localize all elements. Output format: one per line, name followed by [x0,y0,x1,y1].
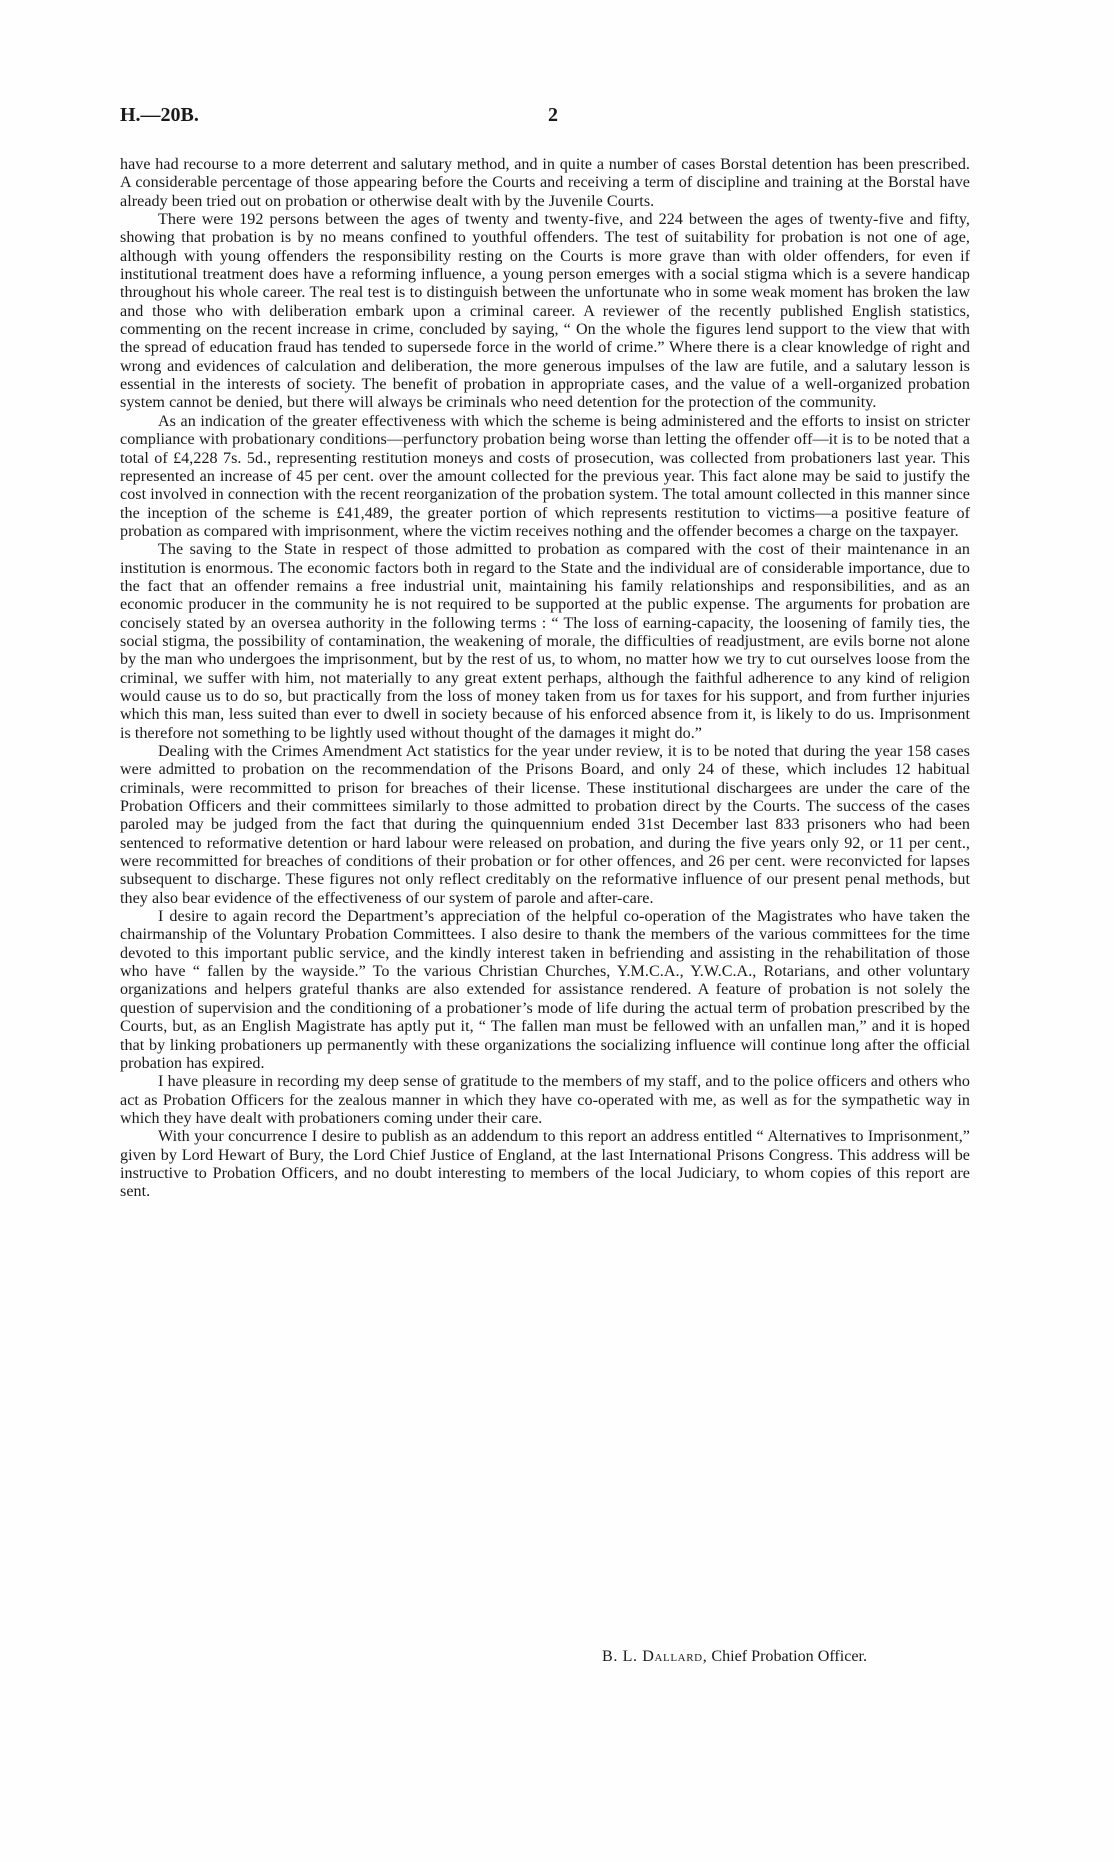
paragraph-addendum: With your concurrence I desire to publish as an addendum to this report an address entitled “ Alternatives to Imprisonment,” given by Lord Hewart of Bury, the Lord Chief Justice of England, at the last International Prisons Congress. This address will be instructive to Probation Officers, and no doubt interesting to members of the local Judiciary, to whom copies of this report are sent. [120,1128,970,1201]
paragraph-staff-gratitude: I have pleasure in recording my deep sense of gratitude to the members of my staff, and to the police officers and others who act as Probation Officers for the zealous manner in which they have co-operated with me, as well as for the sympathetic way in which they have dealt with probationers coming under their care. [120,1073,970,1127]
signature-block [602,1648,982,1666]
paragraph-crimes-amendment: Dealing with the Crimes Amendment Act statistics for the year under review, it is to be noted that during the year 158 cases were admitted to probation on the recommendation of the Prisons Board, and only 24 of these, which includes 12 habitual criminals, were recommitted to prison for breaches of their license. These institutional dischargees are under the care of the Probation Officers and their committees similarly to those admitted to probation direct by the Courts. The success of the cases paroled may be judged from the fact that during the quinquennium ended 31st December last 833 prisoners who had been sentenced to reformative detention or hard labour were released on probation, and during the five years only 92, or 11 per cent., were recommitted for breaches of conditions of their probation or for other offences, and 26 per cent. were reconvicted for lapses subsequent to discharge. These figures not only reflect creditably on the reformative influence of our present penal methods, but they also bear evidence of the effectiveness of our system of parole and after-care. [120,743,970,907]
signatory-title: Chief Probation Officer. [711,1648,868,1665]
report-body [120,156,970,1202]
paragraph-continued: have had recourse to a more deterrent and salutary method, and in quite a number of cases Borstal detention has been prescribed. A considerable percentage of those appearing before the Courts and receiving a term of discipline and training at the Borstal have already been tried out on probation or otherwise dealt with by the Juvenile Courts. [120,156,970,210]
signatory-name: B. L. Dallard, [602,1648,708,1665]
paragraph-state-saving: The saving to the State in respect of those admitted to probation as compared with the cost of their maintenance in an institution is enormous. The economic factors both in regard to the State and the individual are of considerable importance, due to the fact that an offender remains a free industrial unit, maintaining his family relationships and responsibilities, and as an economic producer in the community he is not required to be supported at the public expense. The arguments for probation are concisely stated by an oversea authority in the following terms : “ The loss of earning-capacity, the loosening of family ties, the social stigma, the possibility of contamination, the weakening of morale, the difficulties of readjustment, are evils borne not alone by the man who undergoes the imprisonment, but by the rest of us, to whom, no matter how we try to cut ourselves loose from the criminal, we suffer with him, not materially to any great extent perhaps, although the faithful adherence to any kind of religion would cause us to do so, but practically from the loss of money taken from us for taxes for his support, and from further injuries which this man, less suited than ever to dwell in society because of his enforced absence from it, is likely to do us. Imprisonment is therefore not something to be lightly used without thought of the damages it might do.” [120,541,970,742]
paragraph-restitution: As an indication of the greater effectiveness with which the scheme is being administered and the efforts to insist on stricter compliance with probationary conditions—perfunctory probation being worse than letting the offender off—it is to be noted that a total of £4,228 7s. 5d., representing restitution moneys and costs of prosecution, was collected from probationers last year. This represented an increase of 45 per cent. over the amount collected for the previous year. This fact alone may be said to justify the cost involved in connection with the recent reorganization of the probation system. The total amount collected in this manner since the inception of the scheme is £41,489, the greater portion of which represents restitution to victims—a positive feature of probation as compared with imprisonment, where the victim receives nothing and the offender becomes a charge on the taxpayer. [120,412,970,540]
paragraph-age-groups: There were 192 persons between the ages of twenty and twenty-five, and 224 between the ages of twenty-five and fifty, showing that probation is by no means confined to youthful offenders. The test of suitability for probation is not one of age, although with young offenders the responsibility resting on the Courts is more grave than with older offenders, for even if institutional treatment does have a reforming influence, a young person emerges with a social stigma which is a severe handicap throughout his whole career. The real test is to distinguish between the unfortunate who in some weak moment has broken the law and those who with deliberation embark upon a criminal career. A reviewer of the recently published English statistics, commenting on the recent increase in crime, concluded by saying, “ On the whole the figures lend support to the view that with the spread of education fraud has tended to supersede force in the world of crime.” Where there is a clear knowledge of right and wrong and evidences of calculation and deliberation, the more generous impulses of the law are futile, and a salutary lesson is essential in the interests of society. The benefit of probation in appropriate cases, and the value of a well-organized probation system cannot be denied, but there will always be criminals who need detention for the protection of the community. [120,211,970,412]
page-header [120,104,970,134]
paragraph-appreciation: I desire to again record the Department’s appreciation of the helpful co-operation of the Magistrates who have taken the chairmanship of the Voluntary Probation Committees. I also desire to thank the members of the various committees for the time devoted to this important public service, and the kindly interest taken in befriending and assisting in the rehabilitation of those who have “ fallen by the wayside.” To the various Christian Churches, Y.M.C.A., Y.W.C.A., Rotarians, and other voluntary organizations and helpers grateful thanks are also extended for assistance rendered. A feature of probation is not solely the question of supervision and the conditioning of a probationer’s mode of life during the actual term of probation prescribed by the Courts, but, as an English Magistrate has aptly put it, “ The fallen man must be fellowed with an unfallen man,” and it is hoped that by linking probationers up permanently with these organizations the socializing influence will continue long after the official probation has expired. [120,908,970,1072]
page-number: 2 [548,104,558,126]
document-reference: H.—20B. [120,104,199,126]
